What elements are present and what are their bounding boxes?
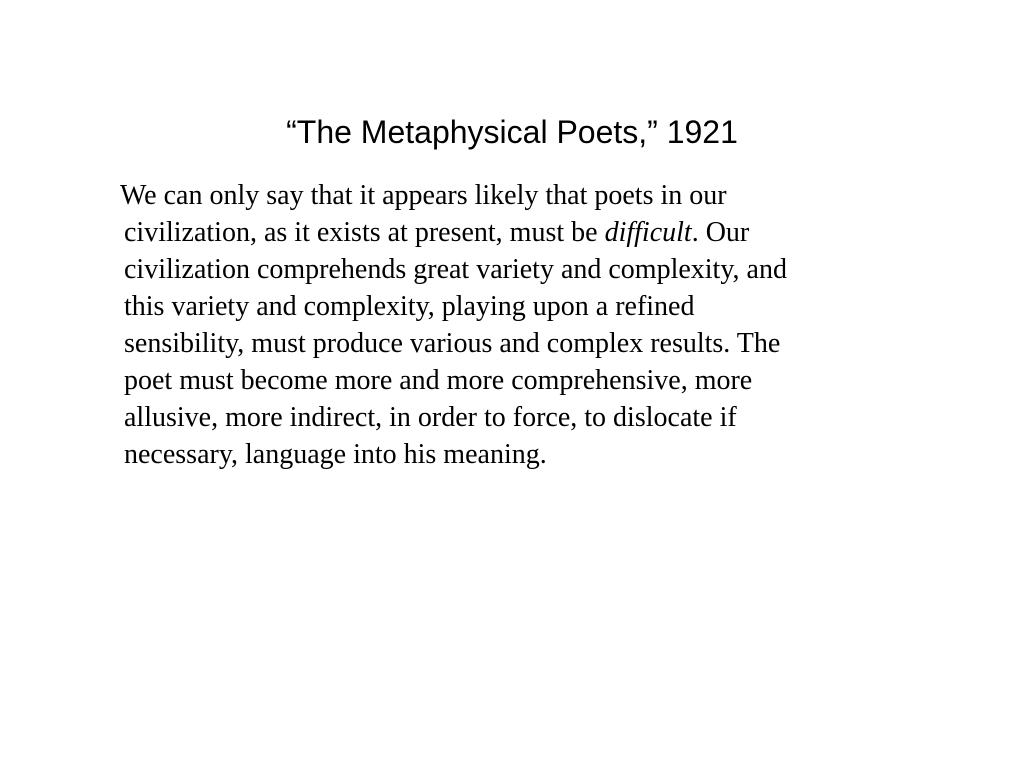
slide-title: “The Metaphysical Poets,” 1921 (286, 114, 738, 150)
quote-line-8: necessary, language into his meaning. (124, 439, 547, 470)
quote-line-7: allusive, more indirect, in order to force, to dislocate if (124, 402, 737, 433)
quote-paragraph (120, 177, 954, 473)
quote-line-4: this variety and complexity, playing upon a refined (124, 291, 695, 322)
quote-line-2-end: . Our (691, 217, 750, 248)
quote-line-1: We can only say that it appears likely that poets in our (120, 180, 727, 211)
quote-line-3: civilization comprehends great variety and complexity, and (124, 254, 787, 285)
emphasized-word: difficult (604, 217, 692, 248)
quote-line-2-start: civilization, as it exists at present, must be (124, 217, 605, 248)
quote-line-6: poet must become more and more comprehensive, more (124, 365, 753, 396)
quote-line-2 (124, 214, 954, 251)
quote-line-5: sensibility, must produce various and complex results. The (124, 328, 781, 359)
